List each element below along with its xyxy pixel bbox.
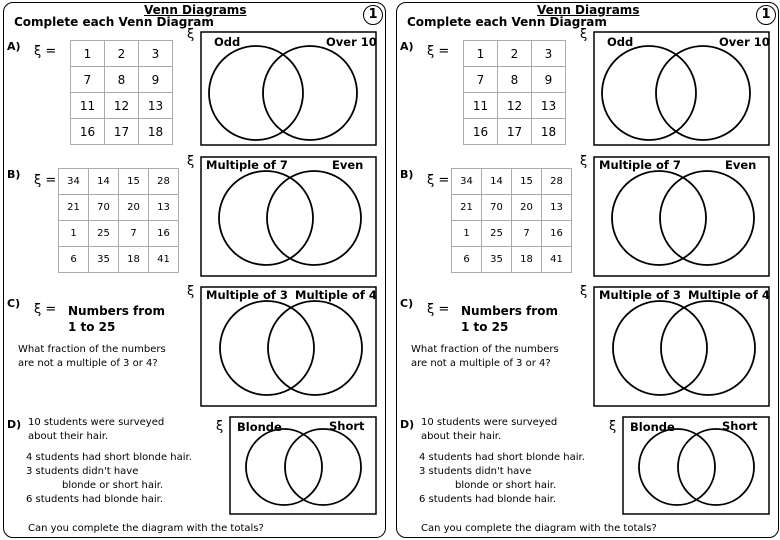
question-b-number-grid xyxy=(58,168,179,273)
grid-cell: 2 xyxy=(498,41,532,67)
question-d-fact-2: 3 students didn't have xyxy=(26,466,139,477)
grid-cell: 11 xyxy=(464,93,498,119)
question-c-universal-symbol: ξ xyxy=(187,284,195,299)
question-a-set-label-right: Over 10 xyxy=(326,35,377,49)
grid-row xyxy=(71,119,173,145)
question-a-universal-label: ξ = xyxy=(427,44,450,59)
question-d-survey-line2: about their hair. xyxy=(421,431,502,442)
grid-cell: 1 xyxy=(59,221,89,247)
question-c-universal-desc-line1: Numbers from xyxy=(461,304,558,318)
question-a-universal-symbol: ξ xyxy=(580,27,588,42)
question-b-set-label-left: Multiple of 7 xyxy=(206,158,288,172)
venn-right-circle xyxy=(285,429,361,505)
question-d-fact-2-cont: blonde or short hair. xyxy=(62,480,164,491)
grid-cell: 3 xyxy=(139,41,173,67)
grid-row xyxy=(452,195,572,221)
venn-left-circle xyxy=(209,46,303,140)
question-a-set-label-left: Odd xyxy=(607,35,634,49)
question-c-label: C) xyxy=(7,297,21,310)
question-d-survey-line1: 10 students were surveyed xyxy=(421,417,558,428)
worksheet-title: Venn Diagrams xyxy=(537,3,640,17)
grid-row xyxy=(464,67,566,93)
question-b-universal-symbol: ξ xyxy=(187,154,195,169)
question-c-label: C) xyxy=(400,297,414,310)
grid-cell: 7 xyxy=(71,67,105,93)
question-d-set-label-left: Blonde xyxy=(630,420,675,434)
grid-cell: 14 xyxy=(482,169,512,195)
grid-cell: 35 xyxy=(482,247,512,273)
grid-cell: 13 xyxy=(532,93,566,119)
grid-cell: 20 xyxy=(512,195,542,221)
grid-cell: 28 xyxy=(149,169,179,195)
venn-left-circle xyxy=(602,46,696,140)
venn-right-circle xyxy=(267,171,361,265)
grid-row xyxy=(59,247,179,273)
question-a-label: A) xyxy=(7,40,21,53)
grid-cell: 16 xyxy=(464,119,498,145)
grid-cell: 13 xyxy=(139,93,173,119)
page-number-badge: 1 xyxy=(756,5,776,25)
grid-cell: 1 xyxy=(464,41,498,67)
grid-cell: 21 xyxy=(452,195,482,221)
grid-cell: 13 xyxy=(542,195,572,221)
grid-cell: 41 xyxy=(542,247,572,273)
grid-cell: 18 xyxy=(139,119,173,145)
question-a-set-label-right: Over 10 xyxy=(719,35,770,49)
page-number-badge: 1 xyxy=(363,5,383,25)
grid-cell: 18 xyxy=(532,119,566,145)
grid-row xyxy=(464,93,566,119)
grid-row xyxy=(59,195,179,221)
grid-cell: 12 xyxy=(105,93,139,119)
worksheet-2 xyxy=(396,2,779,538)
venn-universal-box xyxy=(201,287,376,406)
question-d-fact-3: 6 students had blonde hair. xyxy=(419,494,557,505)
grid-cell: 11 xyxy=(71,93,105,119)
grid-cell: 35 xyxy=(89,247,119,273)
grid-cell: 9 xyxy=(532,67,566,93)
grid-cell: 14 xyxy=(89,169,119,195)
question-c-venn-diagram[interactable] xyxy=(200,286,377,407)
question-d-fact-1: 4 students had short blonde hair. xyxy=(419,452,585,463)
question-d-set-label-right: Short xyxy=(722,419,758,433)
grid-row xyxy=(452,169,572,195)
grid-cell: 6 xyxy=(59,247,89,273)
venn-right-circle xyxy=(656,46,750,140)
question-b-universal-symbol: ξ xyxy=(580,154,588,169)
grid-row xyxy=(464,41,566,67)
question-c-prompt-line2: are not a multiple of 3 or 4? xyxy=(411,358,551,369)
question-d-label: D) xyxy=(7,418,22,431)
grid-row xyxy=(464,119,566,145)
venn-left-circle xyxy=(613,301,707,395)
venn-left-circle xyxy=(219,171,313,265)
grid-cell: 7 xyxy=(119,221,149,247)
question-b-label: B) xyxy=(400,168,414,181)
grid-cell: 34 xyxy=(452,169,482,195)
grid-cell: 15 xyxy=(512,169,542,195)
grid-row xyxy=(71,41,173,67)
grid-cell: 20 xyxy=(119,195,149,221)
question-b-set-label-right: Even xyxy=(332,158,364,172)
grid-cell: 17 xyxy=(498,119,532,145)
grid-row xyxy=(71,67,173,93)
grid-cell: 18 xyxy=(119,247,149,273)
question-a-universal-label: ξ = xyxy=(34,44,57,59)
grid-row xyxy=(59,221,179,247)
grid-cell: 21 xyxy=(59,195,89,221)
question-b-set-label-right: Even xyxy=(725,158,757,172)
question-c-set-label-right: Multiple of 4 xyxy=(688,288,770,302)
grid-row xyxy=(452,221,572,247)
venn-left-circle xyxy=(639,429,715,505)
grid-row xyxy=(452,247,572,273)
grid-cell: 12 xyxy=(498,93,532,119)
question-b-label: B) xyxy=(7,168,21,181)
question-d-fact-2: 3 students didn't have xyxy=(419,466,532,477)
question-a-universal-symbol: ξ xyxy=(187,27,195,42)
question-d-fact-2-cont: blonde or short hair. xyxy=(455,480,557,491)
grid-cell: 9 xyxy=(139,67,173,93)
grid-cell: 16 xyxy=(71,119,105,145)
grid-cell: 18 xyxy=(512,247,542,273)
question-c-set-label-right: Multiple of 4 xyxy=(295,288,377,302)
question-c-prompt-line1: What fraction of the numbers xyxy=(18,344,166,355)
question-d-label: D) xyxy=(400,418,415,431)
grid-row xyxy=(59,169,179,195)
grid-cell: 7 xyxy=(464,67,498,93)
grid-cell: 2 xyxy=(105,41,139,67)
question-d-universal-symbol: ξ xyxy=(216,419,224,434)
question-b-universal-label: ξ = xyxy=(427,173,450,188)
question-c-venn-diagram[interactable] xyxy=(593,286,770,407)
worksheet-instruction: Complete each Venn Diagram xyxy=(14,15,214,29)
question-d-survey-line1: 10 students were surveyed xyxy=(28,417,165,428)
question-d-universal-symbol: ξ xyxy=(609,419,617,434)
question-d-survey-line2: about their hair. xyxy=(28,431,109,442)
question-c-universal-desc-line1: Numbers from xyxy=(68,304,165,318)
worksheet-1 xyxy=(3,2,386,538)
grid-cell: 15 xyxy=(119,169,149,195)
grid-cell: 13 xyxy=(149,195,179,221)
venn-universal-box xyxy=(594,287,769,406)
grid-cell: 25 xyxy=(482,221,512,247)
question-c-universal-desc-line2: 1 to 25 xyxy=(461,320,509,334)
grid-cell: 3 xyxy=(532,41,566,67)
grid-cell: 25 xyxy=(89,221,119,247)
venn-right-circle xyxy=(660,171,754,265)
question-b-universal-label: ξ = xyxy=(34,173,57,188)
question-c-universal-label: ξ = xyxy=(34,302,57,317)
question-a-set-label-left: Odd xyxy=(214,35,241,49)
question-c-universal-label: ξ = xyxy=(427,302,450,317)
grid-cell: 70 xyxy=(89,195,119,221)
grid-cell: 6 xyxy=(452,247,482,273)
grid-cell: 41 xyxy=(149,247,179,273)
question-b-venn-diagram[interactable] xyxy=(593,156,770,277)
question-d-fact-1: 4 students had short blonde hair. xyxy=(26,452,192,463)
grid-cell: 16 xyxy=(149,221,179,247)
question-c-universal-desc-line2: 1 to 25 xyxy=(68,320,116,334)
grid-cell: 28 xyxy=(542,169,572,195)
grid-cell: 70 xyxy=(482,195,512,221)
question-d-prompt: Can you complete the diagram with the totals? xyxy=(28,523,264,534)
venn-right-circle xyxy=(268,301,362,395)
grid-cell: 7 xyxy=(512,221,542,247)
question-b-venn-diagram[interactable] xyxy=(200,156,377,277)
worksheet-title: Venn Diagrams xyxy=(144,3,247,17)
grid-cell: 34 xyxy=(59,169,89,195)
worksheet-instruction: Complete each Venn Diagram xyxy=(407,15,607,29)
venn-left-circle xyxy=(220,301,314,395)
venn-right-circle xyxy=(263,46,357,140)
grid-cell: 17 xyxy=(105,119,139,145)
venn-right-circle xyxy=(678,429,754,505)
question-c-set-label-left: Multiple of 3 xyxy=(599,288,681,302)
question-c-set-label-left: Multiple of 3 xyxy=(206,288,288,302)
question-a-number-grid xyxy=(70,40,173,145)
grid-row xyxy=(71,93,173,119)
question-d-set-label-left: Blonde xyxy=(237,420,282,434)
question-d-fact-3: 6 students had blonde hair. xyxy=(26,494,164,505)
question-c-prompt-line2: are not a multiple of 3 or 4? xyxy=(18,358,158,369)
venn-left-circle xyxy=(612,171,706,265)
grid-cell: 1 xyxy=(71,41,105,67)
grid-cell: 1 xyxy=(452,221,482,247)
venn-right-circle xyxy=(661,301,755,395)
question-a-label: A) xyxy=(400,40,414,53)
grid-cell: 8 xyxy=(498,67,532,93)
grid-cell: 16 xyxy=(542,221,572,247)
grid-cell: 8 xyxy=(105,67,139,93)
question-d-set-label-right: Short xyxy=(329,419,365,433)
question-c-universal-symbol: ξ xyxy=(580,284,588,299)
question-b-number-grid xyxy=(451,168,572,273)
question-a-number-grid xyxy=(463,40,566,145)
venn-left-circle xyxy=(246,429,322,505)
question-d-prompt: Can you complete the diagram with the totals? xyxy=(421,523,657,534)
question-b-set-label-left: Multiple of 7 xyxy=(599,158,681,172)
question-c-prompt-line1: What fraction of the numbers xyxy=(411,344,559,355)
